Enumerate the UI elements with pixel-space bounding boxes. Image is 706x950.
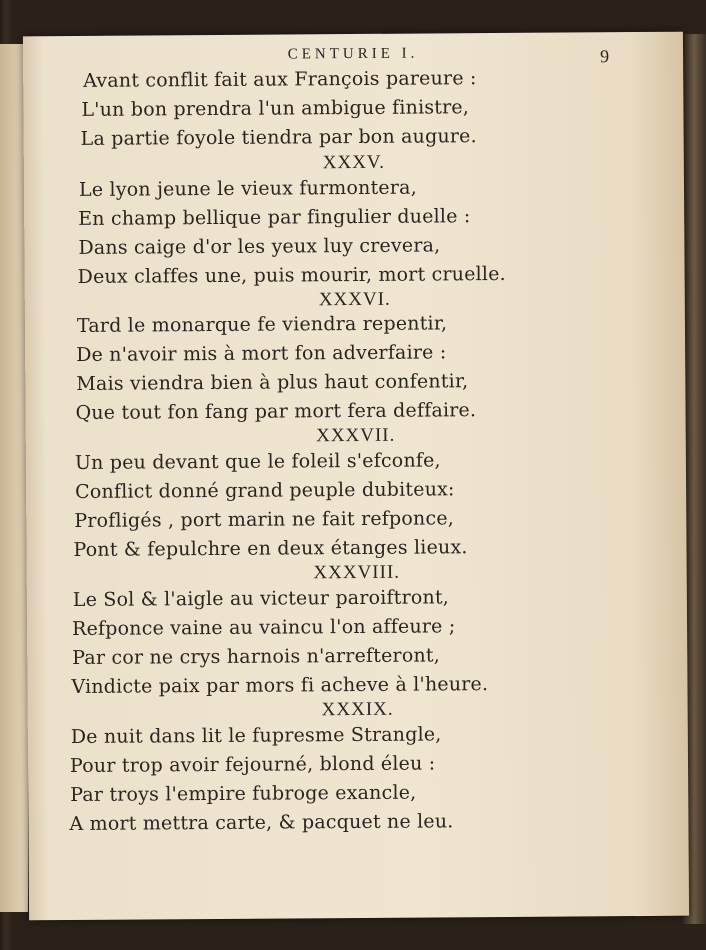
verse-line: La partie foyole tiendra par bon augure. bbox=[80, 125, 477, 150]
verse-line: Avant conflit fait aux François pareure : bbox=[83, 67, 477, 92]
verse-line: Conflict donné grand peuple dubiteux: bbox=[75, 478, 455, 503]
verse-line: Mais viendra bien à plus haut confentir, bbox=[76, 370, 469, 395]
verse-line: Par troys l'empire fubroge exancle, bbox=[70, 781, 417, 807]
folio-number: 9 bbox=[600, 46, 610, 67]
verse-line: De nuit dans lit le fupresme Strangle, bbox=[70, 723, 442, 748]
verse-line: Vindicte paix par mors fi acheve à l'heure. bbox=[71, 673, 489, 698]
page bbox=[23, 32, 689, 921]
verse-line: L'un bon prendra l'un ambigue finistre, bbox=[81, 96, 470, 121]
verse-line: Le lyon jeune le vieux furmontera, bbox=[78, 176, 417, 201]
verse-line: Pour trop avoir fejourné, blond éleu : bbox=[69, 752, 436, 778]
verse-line: Tard le monarque fe viendra repentir, bbox=[76, 312, 448, 337]
verse-line: De n'avoir mis à mort fon adverfaire : bbox=[76, 341, 447, 366]
verse-line: Refponce vaine au vaincu l'on affeure ; bbox=[71, 615, 456, 640]
verse-line: Par cor ne crys harnois n'arrefteront, bbox=[72, 644, 441, 669]
quatrain-number: XXXV. bbox=[322, 151, 385, 174]
verse-line: Pont & fepulchre en deux étanges lieux. bbox=[73, 536, 468, 561]
verse-line: Un peu devant que le foleil s'efconfe, bbox=[74, 449, 441, 474]
running-head: CENTURIE I. bbox=[287, 45, 419, 63]
quatrain-number: XXXIX. bbox=[321, 698, 394, 721]
verse-line: A mort mettra carte, & pacquet ne leu. bbox=[69, 810, 454, 836]
quatrain-number: XXXVIII. bbox=[313, 561, 401, 584]
verse-line: Profligés , port marin ne fait refponce, bbox=[74, 507, 455, 532]
verse-line: En champ bellique par fingulier duelle : bbox=[78, 205, 471, 230]
verse-line: Dans caige d'or les yeux luy crevera, bbox=[78, 234, 441, 259]
quatrain-number: XXXVII. bbox=[315, 424, 396, 447]
verse-line: Deux claffes une, puis mourir, mort cruelle. bbox=[77, 262, 506, 288]
verse-line: Le Sol & l'aigle au victeur paroiftront, bbox=[72, 586, 450, 611]
quatrain-number: XXXVI. bbox=[318, 288, 391, 311]
verse-line: Que tout fon fang par mort fera deffaire. bbox=[75, 399, 477, 424]
